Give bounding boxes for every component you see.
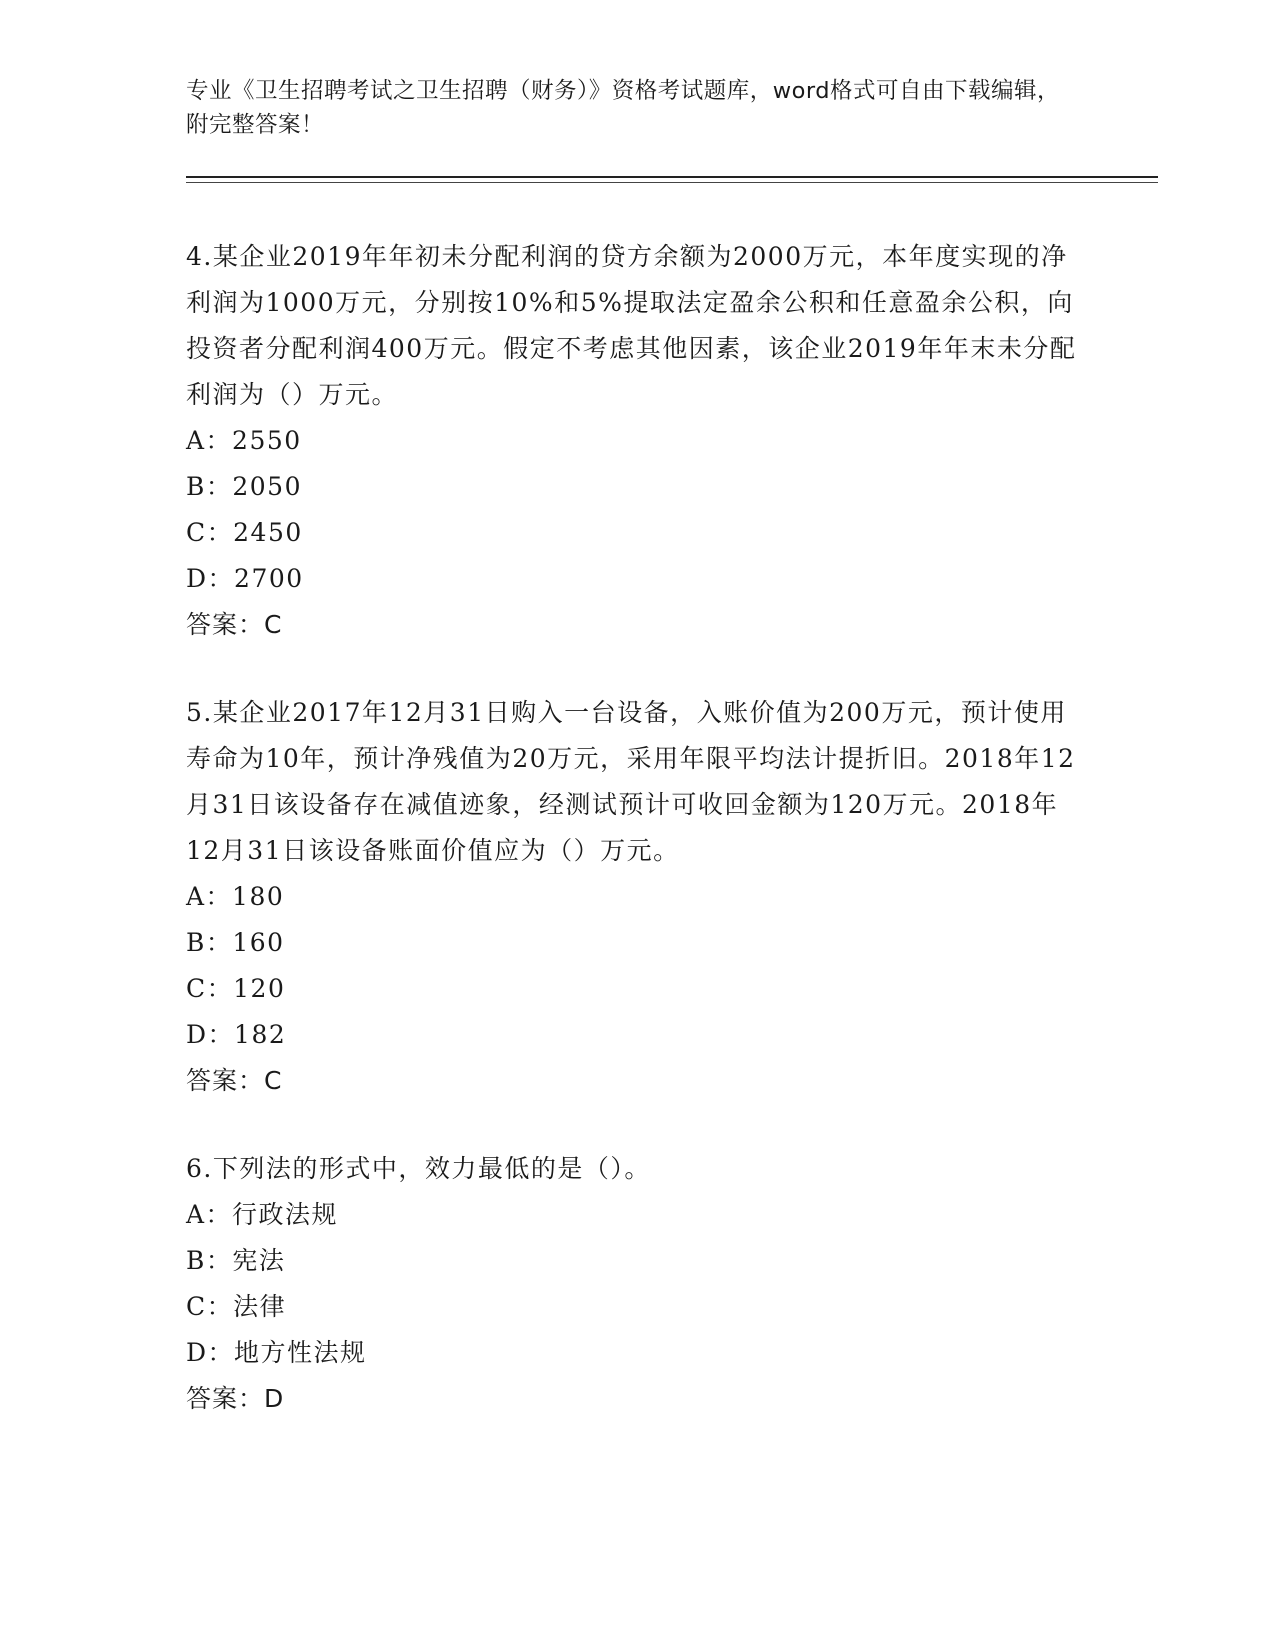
document-header: 专业《卫生招聘考试之卫生招聘（财务）》资格考试题库，word格式可自由下载编辑，附完整答案！ (186, 78, 1061, 138)
option-d: D：2700 (186, 564, 304, 593)
option-b: B：160 (186, 928, 285, 957)
question-4 (186, 234, 1086, 648)
option-b: B：宪法 (186, 1246, 286, 1275)
answer-line: 答案：C (186, 610, 283, 639)
option-c: C：法律 (186, 1292, 287, 1321)
option-d: D：182 (186, 1020, 287, 1049)
option-a: A：2550 (186, 426, 302, 455)
option-d: D：地方性法规 (186, 1338, 367, 1367)
option-c: C：120 (186, 974, 286, 1003)
header-divider-thick (186, 176, 1158, 178)
question-6 (186, 1146, 1086, 1422)
option-c: C：2450 (186, 518, 303, 547)
answer-line: 答案：C (186, 1066, 283, 1095)
header-divider-thin (186, 182, 1158, 183)
option-a: A：行政法规 (186, 1200, 339, 1229)
question-text: 4.某企业2019年年初未分配利润的贷方余额为2000万元，本年度实现的净利润为1000万元，分别按10%和5%提取法定盈余公积和任意盈余公积，向投资者分配利润400万元。假定不考虑其他因素，该企业2019年年末未分配利润为（）万元。 (186, 242, 1077, 409)
option-b: B：2050 (186, 472, 302, 501)
answer-line: 答案：D (186, 1384, 285, 1413)
question-text: 6.下列法的形式中，效力最低的是（）。 (186, 1154, 651, 1183)
question-text: 5.某企业2017年12月31日购入一台设备，入账价值为200万元，预计使用寿命为10年，预计净残值为20万元，采用年限平均法计提折旧。2018年12月31日该设备存在减值迹象，经测试预计可收回金额为120万元。2018年12月31日该设备账面价值应为（）万元。 (186, 698, 1076, 865)
option-a: A：180 (186, 882, 285, 911)
question-5 (186, 690, 1086, 1104)
